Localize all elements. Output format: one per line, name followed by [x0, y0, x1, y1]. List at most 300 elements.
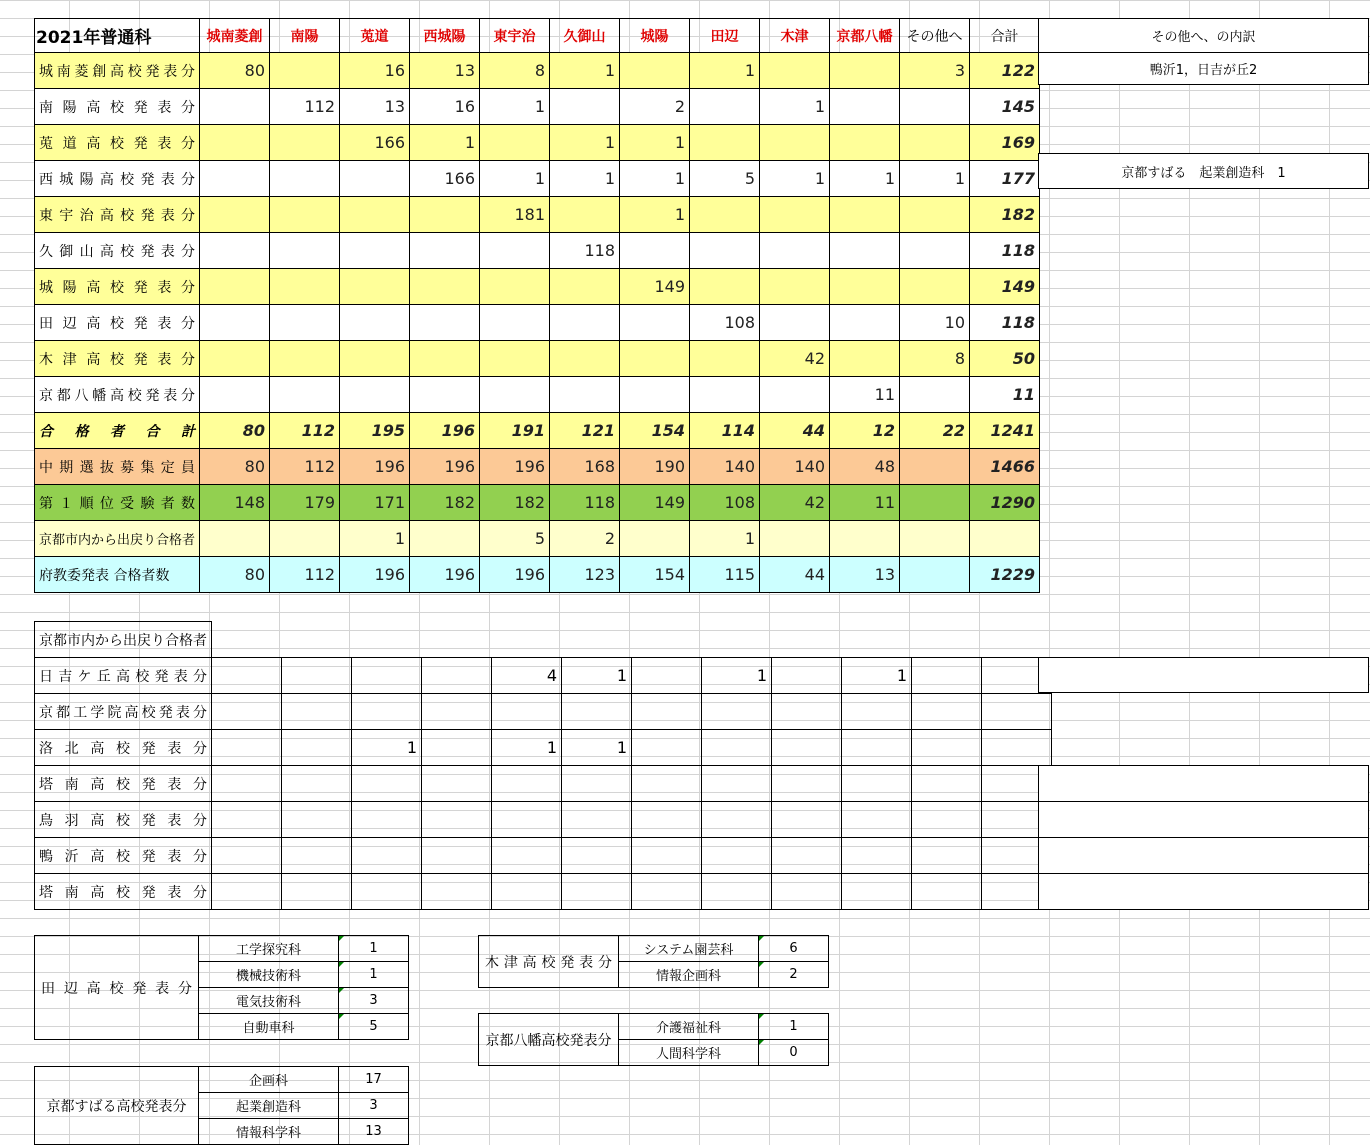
table-cell[interactable]: 196: [480, 557, 550, 593]
table-cell[interactable]: 1: [562, 658, 632, 694]
row-label[interactable]: 田辺高校発表分: [35, 305, 200, 341]
table-cell[interactable]: 1: [480, 89, 550, 125]
table-cell[interactable]: 16: [410, 89, 480, 125]
table-cell[interactable]: [760, 521, 830, 557]
table-cell[interactable]: [212, 838, 282, 874]
table-cell[interactable]: 11: [830, 377, 900, 413]
table-cell[interactable]: [760, 125, 830, 161]
table-cell[interactable]: [340, 233, 410, 269]
table-cell[interactable]: [842, 694, 912, 730]
table-cell[interactable]: [830, 521, 900, 557]
yawata-label[interactable]: 京都八幡高校発表分: [479, 1014, 619, 1066]
row-label[interactable]: 鳥羽高校発表分: [35, 802, 212, 838]
table-cell[interactable]: 169: [970, 125, 1040, 161]
table-cell[interactable]: [550, 197, 620, 233]
table-cell[interactable]: 1: [480, 161, 550, 197]
table-cell[interactable]: [270, 341, 340, 377]
table-cell[interactable]: 1: [550, 161, 620, 197]
table-cell[interactable]: [492, 766, 562, 802]
table-cell[interactable]: [422, 838, 492, 874]
table-cell[interactable]: 191: [480, 413, 550, 449]
table-cell[interactable]: 13: [340, 89, 410, 125]
row-label[interactable]: 合格者合計: [35, 413, 200, 449]
table-cell[interactable]: [830, 269, 900, 305]
table-cell[interactable]: 11: [970, 377, 1040, 413]
table-cell[interactable]: 149: [620, 485, 690, 521]
table-cell[interactable]: 112: [270, 89, 340, 125]
table-cell[interactable]: [772, 730, 842, 766]
table-cell[interactable]: [702, 730, 772, 766]
table-cell[interactable]: [492, 838, 562, 874]
table-cell[interactable]: 154: [620, 413, 690, 449]
lower-header[interactable]: 京都市内から出戻り合格者: [35, 622, 212, 658]
table-cell[interactable]: [200, 89, 270, 125]
table-cell[interactable]: [270, 53, 340, 89]
col-header[interactable]: 城陽: [620, 19, 690, 53]
table-cell[interactable]: [422, 658, 492, 694]
table-cell[interactable]: [690, 89, 760, 125]
other-note-cell[interactable]: 鴨沂1，日吉が丘2: [1039, 53, 1369, 85]
table-cell[interactable]: 1229: [970, 557, 1040, 593]
table-cell[interactable]: [900, 485, 970, 521]
table-cell[interactable]: 140: [760, 449, 830, 485]
row-label[interactable]: 塔南高校発表分: [35, 766, 212, 802]
row-label[interactable]: 城陽高校発表分: [35, 269, 200, 305]
table-cell[interactable]: [212, 730, 282, 766]
table-cell[interactable]: 1: [620, 125, 690, 161]
table-cell[interactable]: 1: [900, 161, 970, 197]
table-cell[interactable]: 1290: [970, 485, 1040, 521]
table-cell[interactable]: 154: [620, 557, 690, 593]
table-cell[interactable]: [282, 766, 352, 802]
table-cell[interactable]: [270, 197, 340, 233]
col-header[interactable]: その他へ: [900, 19, 970, 53]
col-header[interactable]: 久御山: [550, 19, 620, 53]
table-cell[interactable]: [702, 802, 772, 838]
table-cell[interactable]: 1241: [970, 413, 1040, 449]
table-cell[interactable]: [772, 802, 842, 838]
row-label[interactable]: 京都市内から出戻り合格者: [35, 521, 200, 557]
table-cell[interactable]: [492, 874, 562, 910]
dept-value[interactable]: 1: [759, 1014, 829, 1040]
table-cell[interactable]: 168: [550, 449, 620, 485]
table-cell[interactable]: [690, 269, 760, 305]
table-cell[interactable]: [562, 874, 632, 910]
table-cell[interactable]: [702, 838, 772, 874]
table-cell[interactable]: [480, 377, 550, 413]
dept-value[interactable]: 3: [339, 988, 409, 1014]
table-cell[interactable]: [410, 269, 480, 305]
table-cell[interactable]: [410, 521, 480, 557]
table-cell[interactable]: [200, 377, 270, 413]
dept-name[interactable]: 情報科学科: [199, 1119, 339, 1145]
table-cell[interactable]: 11: [830, 485, 900, 521]
col-header[interactable]: 東宇治: [480, 19, 550, 53]
col-header[interactable]: 木津: [760, 19, 830, 53]
table-cell[interactable]: [620, 521, 690, 557]
col-header[interactable]: 田辺: [690, 19, 760, 53]
table-cell[interactable]: [900, 557, 970, 593]
table-cell[interactable]: [690, 125, 760, 161]
table-cell[interactable]: [282, 874, 352, 910]
table-cell[interactable]: [702, 874, 772, 910]
table-cell[interactable]: [562, 766, 632, 802]
table-cell[interactable]: 1: [352, 730, 422, 766]
table-cell[interactable]: 1: [340, 521, 410, 557]
table-cell[interactable]: [340, 377, 410, 413]
table-cell[interactable]: 108: [690, 485, 760, 521]
table-cell[interactable]: [550, 269, 620, 305]
table-cell[interactable]: [422, 694, 492, 730]
row-label[interactable]: 東宇治高校発表分: [35, 197, 200, 233]
col-header[interactable]: 南陽: [270, 19, 340, 53]
table-cell[interactable]: 50: [970, 341, 1040, 377]
dept-name[interactable]: 情報企画科: [619, 962, 759, 988]
table-cell[interactable]: [842, 766, 912, 802]
table-cell[interactable]: [830, 53, 900, 89]
table-cell[interactable]: 1: [760, 161, 830, 197]
table-cell[interactable]: [900, 449, 970, 485]
table-cell[interactable]: [200, 341, 270, 377]
table-cell[interactable]: [912, 802, 982, 838]
table-cell[interactable]: [900, 197, 970, 233]
table-cell[interactable]: 166: [340, 125, 410, 161]
table-cell[interactable]: [270, 161, 340, 197]
table-cell[interactable]: [842, 874, 912, 910]
dept-value[interactable]: 1: [339, 936, 409, 962]
table-cell[interactable]: [760, 197, 830, 233]
table-cell[interactable]: [830, 89, 900, 125]
table-cell[interactable]: [200, 521, 270, 557]
table-cell[interactable]: 48: [830, 449, 900, 485]
table-cell[interactable]: 5: [480, 521, 550, 557]
table-cell[interactable]: 1: [410, 125, 480, 161]
table-cell[interactable]: 3: [900, 53, 970, 89]
table-cell[interactable]: [760, 377, 830, 413]
table-cell[interactable]: 4: [492, 658, 562, 694]
table-cell[interactable]: [410, 233, 480, 269]
table-cell[interactable]: [830, 197, 900, 233]
row-label[interactable]: 洛北高校発表分: [35, 730, 212, 766]
table-cell[interactable]: [620, 305, 690, 341]
table-cell[interactable]: [772, 874, 842, 910]
table-cell[interactable]: 80: [200, 557, 270, 593]
dept-name[interactable]: 企画科: [199, 1067, 339, 1093]
table-cell[interactable]: [772, 694, 842, 730]
table-cell[interactable]: 13: [830, 557, 900, 593]
table-cell[interactable]: [900, 233, 970, 269]
table-cell[interactable]: [830, 125, 900, 161]
table-cell[interactable]: [200, 197, 270, 233]
row-label[interactable]: 鴨沂高校発表分: [35, 838, 212, 874]
table-cell[interactable]: [340, 269, 410, 305]
table-cell[interactable]: [900, 269, 970, 305]
table-cell[interactable]: [690, 341, 760, 377]
table-cell[interactable]: 1: [550, 53, 620, 89]
table-cell[interactable]: 196: [480, 449, 550, 485]
table-cell[interactable]: [900, 125, 970, 161]
table-cell[interactable]: [352, 838, 422, 874]
table-cell[interactable]: 1: [760, 89, 830, 125]
col-header[interactable]: 合計: [970, 19, 1040, 53]
table-cell[interactable]: 1: [620, 197, 690, 233]
dept-value[interactable]: 1: [339, 962, 409, 988]
kizu-label[interactable]: 木津高校発表分: [479, 936, 619, 988]
table-cell[interactable]: [270, 125, 340, 161]
table-cell[interactable]: 5: [690, 161, 760, 197]
table-cell[interactable]: 196: [340, 557, 410, 593]
table-cell[interactable]: [842, 802, 912, 838]
table-cell[interactable]: [690, 233, 760, 269]
table-cell[interactable]: 118: [550, 485, 620, 521]
table-cell[interactable]: [422, 874, 492, 910]
table-cell[interactable]: [352, 802, 422, 838]
table-cell[interactable]: [270, 377, 340, 413]
table-cell[interactable]: [270, 233, 340, 269]
row-label[interactable]: 久御山高校発表分: [35, 233, 200, 269]
row-label[interactable]: 南陽高校発表分: [35, 89, 200, 125]
table-cell[interactable]: 1: [550, 125, 620, 161]
table-cell[interactable]: 196: [340, 449, 410, 485]
table-cell[interactable]: 166: [410, 161, 480, 197]
table-cell[interactable]: [632, 694, 702, 730]
row-label[interactable]: 塔南高校発表分: [35, 874, 212, 910]
table-cell[interactable]: [200, 269, 270, 305]
table-cell[interactable]: [632, 730, 702, 766]
row-label[interactable]: 京都工学院高校発表分: [35, 694, 212, 730]
table-cell[interactable]: [340, 161, 410, 197]
table-cell[interactable]: 114: [690, 413, 760, 449]
dept-value[interactable]: 0: [759, 1040, 829, 1066]
table-cell[interactable]: 1466: [970, 449, 1040, 485]
table-cell[interactable]: 2: [620, 89, 690, 125]
table-cell[interactable]: 1: [702, 658, 772, 694]
table-cell[interactable]: [550, 341, 620, 377]
sheet-title[interactable]: 2021年普通科: [35, 19, 200, 53]
dept-name[interactable]: 機械技術科: [199, 962, 339, 988]
table-cell[interactable]: [410, 305, 480, 341]
table-cell[interactable]: 1: [690, 521, 760, 557]
table-cell[interactable]: 42: [760, 485, 830, 521]
table-cell[interactable]: 115: [690, 557, 760, 593]
table-cell[interactable]: [480, 233, 550, 269]
table-cell[interactable]: 148: [200, 485, 270, 521]
table-cell[interactable]: [760, 305, 830, 341]
table-cell[interactable]: 13: [410, 53, 480, 89]
subaru-label[interactable]: 京都すばる高校発表分: [35, 1067, 199, 1145]
table-cell[interactable]: [480, 269, 550, 305]
table-cell[interactable]: [422, 730, 492, 766]
table-cell[interactable]: [212, 694, 282, 730]
dept-value[interactable]: 2: [759, 962, 829, 988]
table-cell[interactable]: 2: [550, 521, 620, 557]
table-cell[interactable]: 145: [970, 89, 1040, 125]
table-cell[interactable]: [620, 377, 690, 413]
table-cell[interactable]: [772, 658, 842, 694]
table-cell[interactable]: [982, 730, 1052, 766]
table-cell[interactable]: [912, 838, 982, 874]
table-cell[interactable]: [632, 838, 702, 874]
table-cell[interactable]: [900, 89, 970, 125]
table-cell[interactable]: [282, 802, 352, 838]
table-cell[interactable]: 1: [830, 161, 900, 197]
table-cell[interactable]: [352, 874, 422, 910]
table-cell[interactable]: [562, 694, 632, 730]
table-cell[interactable]: [632, 766, 702, 802]
table-cell[interactable]: 182: [410, 485, 480, 521]
table-cell[interactable]: 22: [900, 413, 970, 449]
table-cell[interactable]: [352, 766, 422, 802]
table-cell[interactable]: [550, 89, 620, 125]
table-cell[interactable]: [410, 197, 480, 233]
row-label[interactable]: 第１順位受験者数: [35, 485, 200, 521]
table-cell[interactable]: 1: [492, 730, 562, 766]
table-cell[interactable]: 171: [340, 485, 410, 521]
table-cell[interactable]: [270, 269, 340, 305]
table-cell[interactable]: 195: [340, 413, 410, 449]
table-cell[interactable]: [200, 125, 270, 161]
table-cell[interactable]: [340, 341, 410, 377]
table-cell[interactable]: 1: [620, 161, 690, 197]
table-cell[interactable]: [410, 377, 480, 413]
table-cell[interactable]: [912, 874, 982, 910]
table-cell[interactable]: [632, 658, 702, 694]
table-cell[interactable]: [352, 694, 422, 730]
table-cell[interactable]: [282, 730, 352, 766]
table-cell[interactable]: 123: [550, 557, 620, 593]
table-cell[interactable]: [282, 838, 352, 874]
row-label[interactable]: 西城陽高校発表分: [35, 161, 200, 197]
table-cell[interactable]: 196: [410, 557, 480, 593]
table-cell[interactable]: 112: [270, 413, 340, 449]
table-cell[interactable]: [912, 766, 982, 802]
table-cell[interactable]: [690, 377, 760, 413]
table-cell[interactable]: 1: [842, 658, 912, 694]
table-cell[interactable]: 182: [970, 197, 1040, 233]
table-cell[interactable]: [270, 521, 340, 557]
table-cell[interactable]: [760, 233, 830, 269]
table-cell[interactable]: [702, 694, 772, 730]
dept-name[interactable]: 介護福祉科: [619, 1014, 759, 1040]
table-cell[interactable]: [690, 197, 760, 233]
table-cell[interactable]: [550, 305, 620, 341]
table-cell[interactable]: [830, 341, 900, 377]
table-cell[interactable]: [270, 305, 340, 341]
table-cell[interactable]: [632, 874, 702, 910]
table-cell[interactable]: [212, 874, 282, 910]
other-breakdown-header[interactable]: その他へ、の内訳: [1039, 19, 1369, 53]
table-cell[interactable]: [982, 694, 1052, 730]
table-cell[interactable]: 179: [270, 485, 340, 521]
right-box-cell[interactable]: [1039, 874, 1369, 910]
row-label[interactable]: 京都八幡高校発表分: [35, 377, 200, 413]
table-cell[interactable]: [480, 341, 550, 377]
table-cell[interactable]: 16: [340, 53, 410, 89]
dept-name[interactable]: 起業創造科: [199, 1093, 339, 1119]
table-cell[interactable]: 1: [690, 53, 760, 89]
table-cell[interactable]: 181: [480, 197, 550, 233]
table-cell[interactable]: [562, 802, 632, 838]
table-cell[interactable]: [562, 838, 632, 874]
table-cell[interactable]: [760, 269, 830, 305]
dept-name[interactable]: 工学探究科: [199, 936, 339, 962]
dept-value[interactable]: 6: [759, 936, 829, 962]
table-cell[interactable]: 8: [480, 53, 550, 89]
table-cell[interactable]: [830, 233, 900, 269]
col-header[interactable]: 西城陽: [410, 19, 480, 53]
table-cell[interactable]: 8: [900, 341, 970, 377]
table-cell[interactable]: [200, 161, 270, 197]
table-cell[interactable]: [772, 766, 842, 802]
table-cell[interactable]: [620, 53, 690, 89]
table-cell[interactable]: [620, 233, 690, 269]
table-cell[interactable]: 112: [270, 557, 340, 593]
table-cell[interactable]: [340, 305, 410, 341]
table-cell[interactable]: 1: [562, 730, 632, 766]
col-header[interactable]: 京都八幡: [830, 19, 900, 53]
tanabe-label[interactable]: 田辺高校発表分: [35, 936, 199, 1040]
row-label[interactable]: 中期選抜募集定員: [35, 449, 200, 485]
right-box-cell[interactable]: [1039, 658, 1369, 693]
table-cell[interactable]: [480, 125, 550, 161]
dept-value[interactable]: 5: [339, 1014, 409, 1040]
table-cell[interactable]: 44: [760, 557, 830, 593]
row-label[interactable]: 木津高校発表分: [35, 341, 200, 377]
table-cell[interactable]: 149: [620, 269, 690, 305]
table-cell[interactable]: [912, 730, 982, 766]
table-cell[interactable]: 80: [200, 449, 270, 485]
table-cell[interactable]: [340, 197, 410, 233]
table-cell[interactable]: 108: [690, 305, 760, 341]
table-cell[interactable]: [550, 377, 620, 413]
dept-value[interactable]: 3: [339, 1093, 409, 1119]
dept-value[interactable]: 17: [339, 1067, 409, 1093]
table-cell[interactable]: [912, 694, 982, 730]
table-cell[interactable]: [970, 521, 1040, 557]
table-cell[interactable]: 10: [900, 305, 970, 341]
table-cell[interactable]: [492, 802, 562, 838]
right-box-cell[interactable]: [1039, 838, 1369, 874]
table-cell[interactable]: [422, 766, 492, 802]
table-cell[interactable]: 118: [550, 233, 620, 269]
table-cell[interactable]: 112: [270, 449, 340, 485]
other-note-cell[interactable]: 京都すばる 起業創造科 1: [1039, 154, 1369, 189]
table-cell[interactable]: [900, 521, 970, 557]
table-cell[interactable]: 196: [410, 413, 480, 449]
table-cell[interactable]: 122: [970, 53, 1040, 89]
table-cell[interactable]: 177: [970, 161, 1040, 197]
table-cell[interactable]: [842, 838, 912, 874]
col-header[interactable]: 城南菱創: [200, 19, 270, 53]
table-cell[interactable]: [212, 802, 282, 838]
right-box-cell[interactable]: [1039, 766, 1369, 802]
table-cell[interactable]: 118: [970, 305, 1040, 341]
table-cell[interactable]: 118: [970, 233, 1040, 269]
dept-name[interactable]: 自動車科: [199, 1014, 339, 1040]
table-cell[interactable]: [212, 658, 282, 694]
table-cell[interactable]: [422, 802, 492, 838]
table-cell[interactable]: [492, 694, 562, 730]
table-cell[interactable]: [212, 766, 282, 802]
table-cell[interactable]: [900, 377, 970, 413]
table-cell[interactable]: 42: [760, 341, 830, 377]
table-cell[interactable]: [632, 802, 702, 838]
dept-name[interactable]: 人間科学科: [619, 1040, 759, 1066]
table-cell[interactable]: 12: [830, 413, 900, 449]
table-cell[interactable]: 44: [760, 413, 830, 449]
row-label[interactable]: 莵道高校発表分: [35, 125, 200, 161]
table-cell[interactable]: [410, 341, 480, 377]
